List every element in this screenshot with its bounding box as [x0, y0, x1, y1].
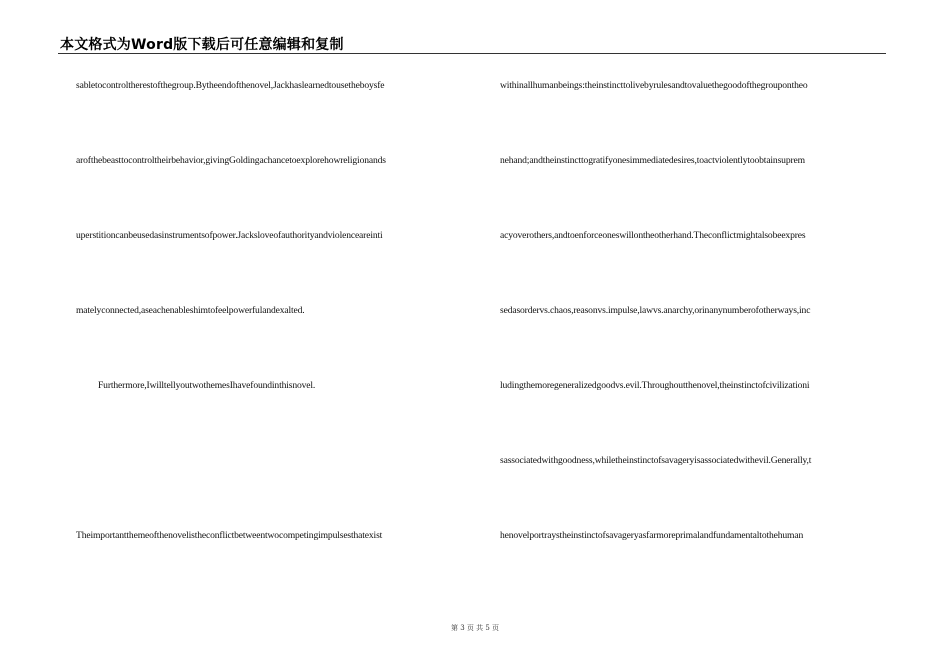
left-line-5: Furthermore,IwilltellyoutwothemesIhavefoundinthisnovel. [98, 380, 316, 391]
right-line-4: sedasordervs.chaos,reasonvs.impulse,lawvs.anarchy,orinanynumberofotherways,inc [500, 305, 811, 316]
right-line-2: nehand;andtheinstincttogratifyonesimmediatedesires,toactviolentlytoobtainsuprem [500, 155, 805, 166]
page-number: 第 3 页 共 5 页 [450, 624, 500, 632]
right-line-1: withinallhumanbeings:theinstincttolivebyrulesandtovaluethegoodofthegroupontheo [500, 80, 808, 91]
left-line-4: matelyconnected,aseachenableshimtofeelpowerfulandexalted. [76, 305, 305, 316]
right-line-5: ludingthemoregeneralizedgoodvs.evil.Throughoutthenovel,theinstinctofcivilizationi [500, 380, 810, 391]
left-line-1: sabletocontroltherestofthegroup.Bytheendofthenovel,Jackhaslearnedtousetheboysfe [76, 80, 385, 91]
left-line-3: uperstitioncanbeusedasinstrumentsofpower.Jacksloveofauthorityandviolenceareinti [76, 230, 383, 241]
left-line-2: arofthebeasttocontroltheirbehavior,givingGoldingachancetoexplorehowreligionands [76, 155, 386, 166]
right-line-3: acyoverothers,andtoenforceoneswillontheotherhand.Theconflictmightalsobeexpres [500, 230, 806, 241]
right-line-7: henovelportraystheinstinctofsavageryasfarmoreprimalandfundamentaltothehuman [500, 530, 804, 541]
right-line-6: sassociatedwithgoodness,whiletheinstinctofsavageryisassociatedwithevil.Generally,t [500, 455, 812, 466]
document-header: 本文格式为Word版下载后可任意编辑和复制 [60, 37, 344, 53]
left-line-6: Theimportantthemeofthenovelistheconflictbetweentwocompetingimpulsesthatexist [76, 530, 383, 541]
right-column [500, 0, 892, 672]
left-column [76, 0, 468, 672]
